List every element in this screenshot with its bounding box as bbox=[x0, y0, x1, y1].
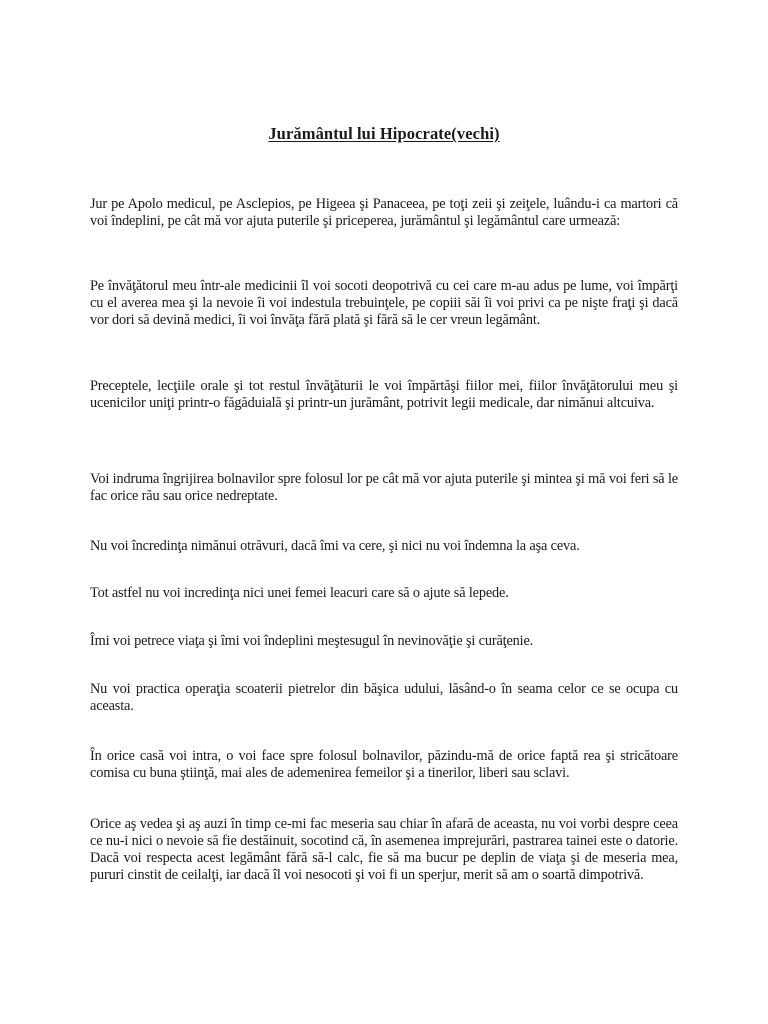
paragraph-care: Voi indruma îngrijirea bolnavilor spre folosul lor pe cât mă vor ajuta puterile şi mintea şi mă voi feri să le fac orice rău sau orice nedreptate. bbox=[90, 471, 678, 504]
paragraph-poison: Nu voi încredinţa nimănui otrăvuri, dacă îmi va cere, şi nici nu voi îndemna la aşa ceva. bbox=[90, 538, 580, 554]
document-title: Jurământul lui Hipocrate(vechi) bbox=[268, 124, 500, 143]
paragraph-stones: Nu voi practica operaţia scoaterii pietrelor din băşica udului, lăsând-o în seama celor ce se ocupa cu aceasta. bbox=[90, 681, 678, 714]
paragraph-invocation: Jur pe Apolo medicul, pe Asclepios, pe Higeea şi Panaceea, pe toţi zeii şi zeiţele, luându-i ca martori că voi îndeplini, pe cât mă vor ajuta puterile şi priceperea, jurământul şi legământul care urmează: bbox=[90, 196, 678, 229]
paragraph-purity: Îmi voi petrece viaţa şi îmi voi îndeplini meştesugul în nevinovăţie şi curăţenie. bbox=[90, 633, 534, 649]
paragraph-abortion: Tot astfel nu voi incredinţa nici unei femei leacuri care să o ajute să lepede. bbox=[90, 585, 509, 601]
paragraph-teacher: Pe învăţătorul meu într-ale medicinii îl voi socoti deopotrivă cu cei care m-au adus pe lume, voi împărţi cu el averea mea şi la nevoie îi voi indestula trebuinţele, pe copiii săi îi voi privi ca pe nişte fraţi şi dacă vor dori să devină medici, îi voi învăţa fără plată şi fără să le cer vreun legământ. bbox=[90, 278, 678, 328]
paragraph-house: În orice casă voi intra, o voi face spre folosul bolnavilor, păzindu-mă de orice faptă rea şi stricătoare comisa cu buna ştiinţă, mai ales de ademenirea femeilor şi a tinerilor, liberi sau sclavi. bbox=[90, 748, 678, 781]
paragraph-precepts: Preceptele, lecţiile orale şi tot restul învăţăturii le voi împărtăşi fiilor mei, fiilor învăţătorului meu şi ucenicilor uniţi printr-o făgăduială şi printr-un jurământ, potrivit legii medicale, dar nimănui altcuiva. bbox=[90, 378, 678, 411]
paragraph-secrecy: Orice aş vedea şi aş auzi în timp ce-mi fac meseria sau chiar în afară de aceasta, nu voi vorbi despre ceea ce nu-i nici o nevoie să fie destăinuit, socotind că, în asemenea imprejurări, pastrarea tainei este o datorie. Dacă voi respecta acest legământ fără să-l calc, fie să ma bucur pe deplin de viaţa şi de meseria mea, pururi cinstit de ceilalţi, iar dacă îl voi nesocoti şi voi fi un sperjur, merit să am o soartă dimpotrivă. bbox=[90, 816, 678, 883]
